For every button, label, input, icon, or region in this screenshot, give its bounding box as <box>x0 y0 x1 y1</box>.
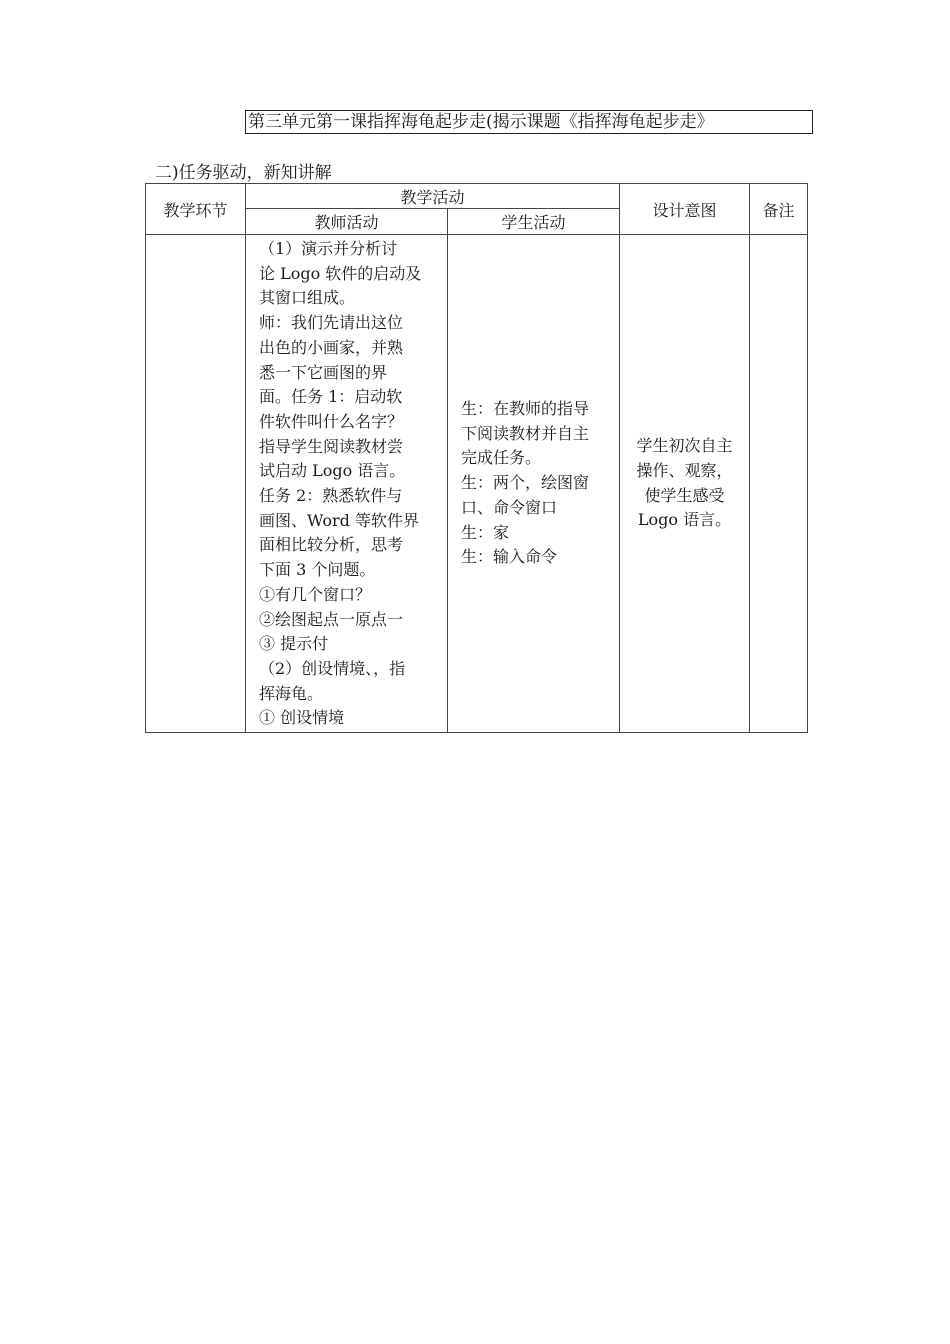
teacher-line: 件软件叫什么名字？ <box>259 411 404 431</box>
teacher-line: 指导学生阅读教材尝 <box>259 436 404 456</box>
design-line: Logo 语言。 <box>637 510 732 530</box>
header-design: 设计意图 <box>620 184 750 235</box>
teacher-line: （1）演示并分析讨 <box>259 239 398 258</box>
lesson-title-box: 第三单元第一课指挥海龟起步走(揭示课题《指挥海龟起步走》 <box>245 110 813 134</box>
teacher-line: 面。任务 1：启动软 <box>259 387 403 407</box>
design-line: 使学生感受 <box>644 485 725 505</box>
teacher-line: ②绘图起点一原点一 <box>259 609 404 629</box>
design-line: 操作、观察， <box>636 460 733 480</box>
student-line: 生：在教师的指导 <box>461 399 590 419</box>
header-activity: 教学活动 <box>246 184 620 209</box>
student-line: 生：家 <box>461 522 510 542</box>
cell-teacher-activity <box>246 235 448 733</box>
teacher-line: ①有几个窗口？ <box>259 584 372 604</box>
header-stage: 教学环节 <box>146 184 246 235</box>
teacher-line: 悉一下它画图的界 <box>259 362 388 382</box>
cell-stage <box>146 235 246 733</box>
student-line: 下阅读教材并自主 <box>461 423 590 443</box>
student-line: 生：输入命令 <box>461 547 558 567</box>
teacher-line: 下面 3 个问题。 <box>259 560 376 580</box>
teacher-line: 试启动 Logo 语言。 <box>259 461 406 481</box>
lesson-plan-table <box>145 183 808 733</box>
header-teacher: 教师活动 <box>246 209 448 235</box>
teacher-line: 出色的小画家，并熟 <box>259 337 404 357</box>
cell-design-intent <box>620 235 750 733</box>
cell-student-activity <box>448 235 620 733</box>
table-row <box>146 235 808 733</box>
teacher-line: 论 Logo 软件的启动及 <box>259 263 422 283</box>
design-line: 学生初次自主 <box>636 436 733 456</box>
teacher-line: ① 创设情境 <box>259 708 345 728</box>
teacher-line: 师：我们先请出这位 <box>259 313 404 333</box>
cell-remark <box>750 235 808 733</box>
student-line: 完成任务。 <box>461 448 542 468</box>
teacher-line: 任务 2：熟悉软件与 <box>259 486 403 506</box>
teacher-line: 画图、Word 等软件界 <box>259 510 419 530</box>
teacher-line: （2）创设情境、，指 <box>259 658 406 678</box>
student-line: 生：两个，绘图窗 <box>461 473 590 493</box>
teacher-line: 其窗口组成。 <box>259 288 356 308</box>
header-row <box>146 184 808 209</box>
student-line: 口、命令窗口 <box>461 497 558 517</box>
header-student: 学生活动 <box>448 209 620 235</box>
header-remark: 备注 <box>750 184 808 235</box>
section-heading: 二)任务驱动，新知讲解 <box>155 163 332 183</box>
teacher-line: 面相比较分析，思考 <box>259 535 404 555</box>
teacher-line: 挥海龟。 <box>259 683 324 703</box>
teacher-line: ③ 提示付 <box>259 634 329 654</box>
